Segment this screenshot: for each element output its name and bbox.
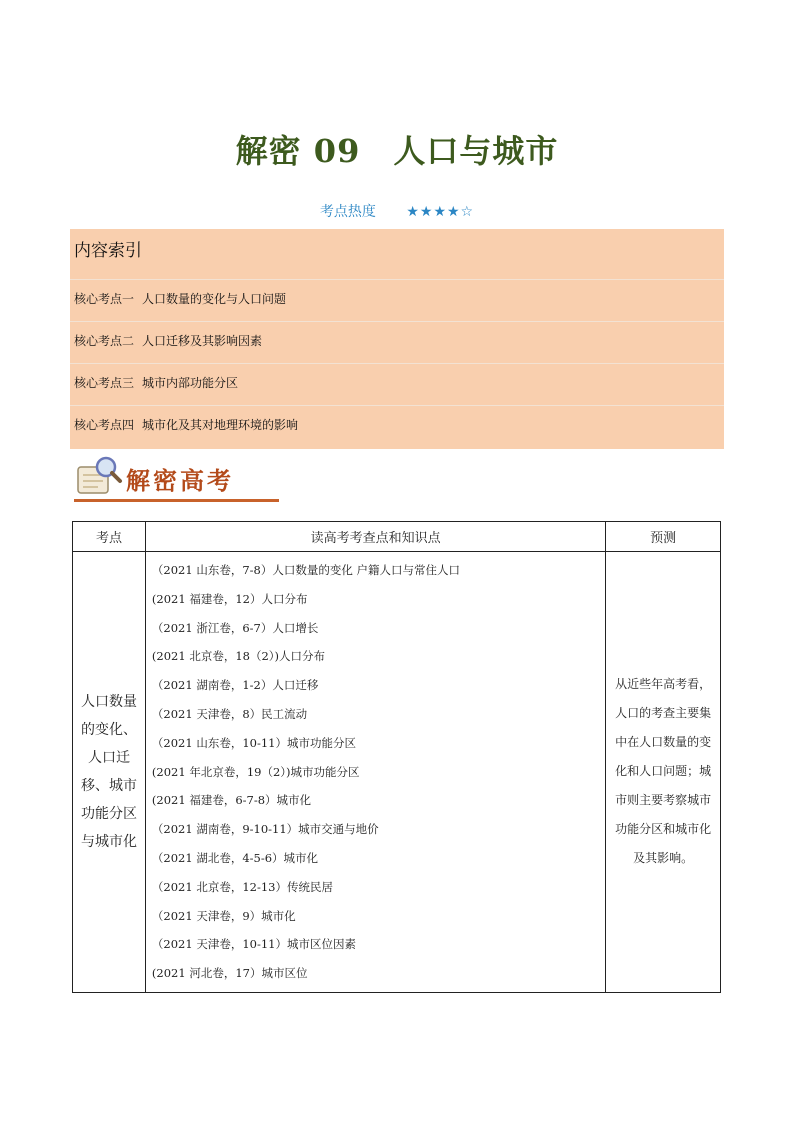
list-item: （2021 山东卷，7-8）人口数量的变化 户籍人口与常住人口 [151,563,461,577]
index-item[interactable] [70,406,724,449]
index-item[interactable] [70,364,724,406]
section-banner [70,453,280,505]
list-item: (2021 福建卷，6-7-8）城市化 [151,793,312,808]
column-header: 考点 [73,522,146,552]
column-header: 预测 [606,522,721,552]
exam-table [72,521,721,993]
list-item: (2021 河北卷，17）城市区位 [151,966,308,981]
banner-underline [74,499,279,502]
list-item: (2021 年北京卷，19（2）)城市功能分区 [151,764,360,779]
index-item[interactable] [70,322,724,364]
page-title: 解密 09 人口与城市 [235,132,559,170]
index-item-code: 核心考点四 [74,418,135,432]
prediction-cell: 从近些年高考看，人口的考查主要集中在人口数量的变化和人口问题；城市则主要考察城市功能分区和城市化及其影响。 [606,552,721,993]
index-item-text: 人口迁移及其影响因素 [142,334,263,348]
list-item: （2021 浙江卷，6-7）人口增长 [151,620,319,635]
heat-rating [0,201,794,221]
list-item: （2021 北京卷，12-13）传统民居 [151,879,333,894]
list-item: （2021 山东卷，10-11）城市功能分区 [151,735,356,750]
star-rating-icon: ★★★★☆ [406,204,475,220]
content-index [70,229,724,449]
index-item-code: 核心考点一 [74,292,135,306]
index-item-text: 城市内部功能分区 [142,376,239,390]
index-item-code: 核心考点二 [74,334,135,348]
index-item-text: 城市化及其对地理环境的影响 [142,418,299,432]
list-item: （2021 湖北卷，4-5-6）城市化 [151,850,319,865]
knowledge-list-cell [145,552,605,993]
magnifier-notepad-icon [70,453,126,501]
list-item: （2021 天津卷，8）民工流动 [151,706,308,721]
table-header-row [73,522,721,552]
list-item: （2021 天津卷，9）城市化 [151,908,296,923]
index-item-code: 核心考点三 [74,376,135,390]
index-item[interactable] [70,280,724,322]
list-item: (2021 北京卷，18（2）)人口分布 [151,649,326,664]
list-item: （2021 天津卷，10-11）城市区位因素 [151,937,356,952]
column-header: 读高考考查点和知识点 [145,522,605,552]
index-item-text: 人口数量的变化与人口问题 [142,292,287,306]
heat-label: 考点热度 [319,204,376,220]
list-item: (2021 福建卷，12）人口分布 [151,591,308,606]
banner-title: 解密高考 [126,466,234,495]
list-item: （2021 湖南卷，1-2）人口迁移 [151,678,319,693]
table-row [73,552,721,993]
index-heading: 内容索引 [70,229,724,280]
exam-point-cell: 人口数量的变化、人口迁移、城市功能分区与城市化 [73,552,146,993]
list-item: （2021 湖南卷，9-10-11）城市交通与地价 [151,822,379,837]
